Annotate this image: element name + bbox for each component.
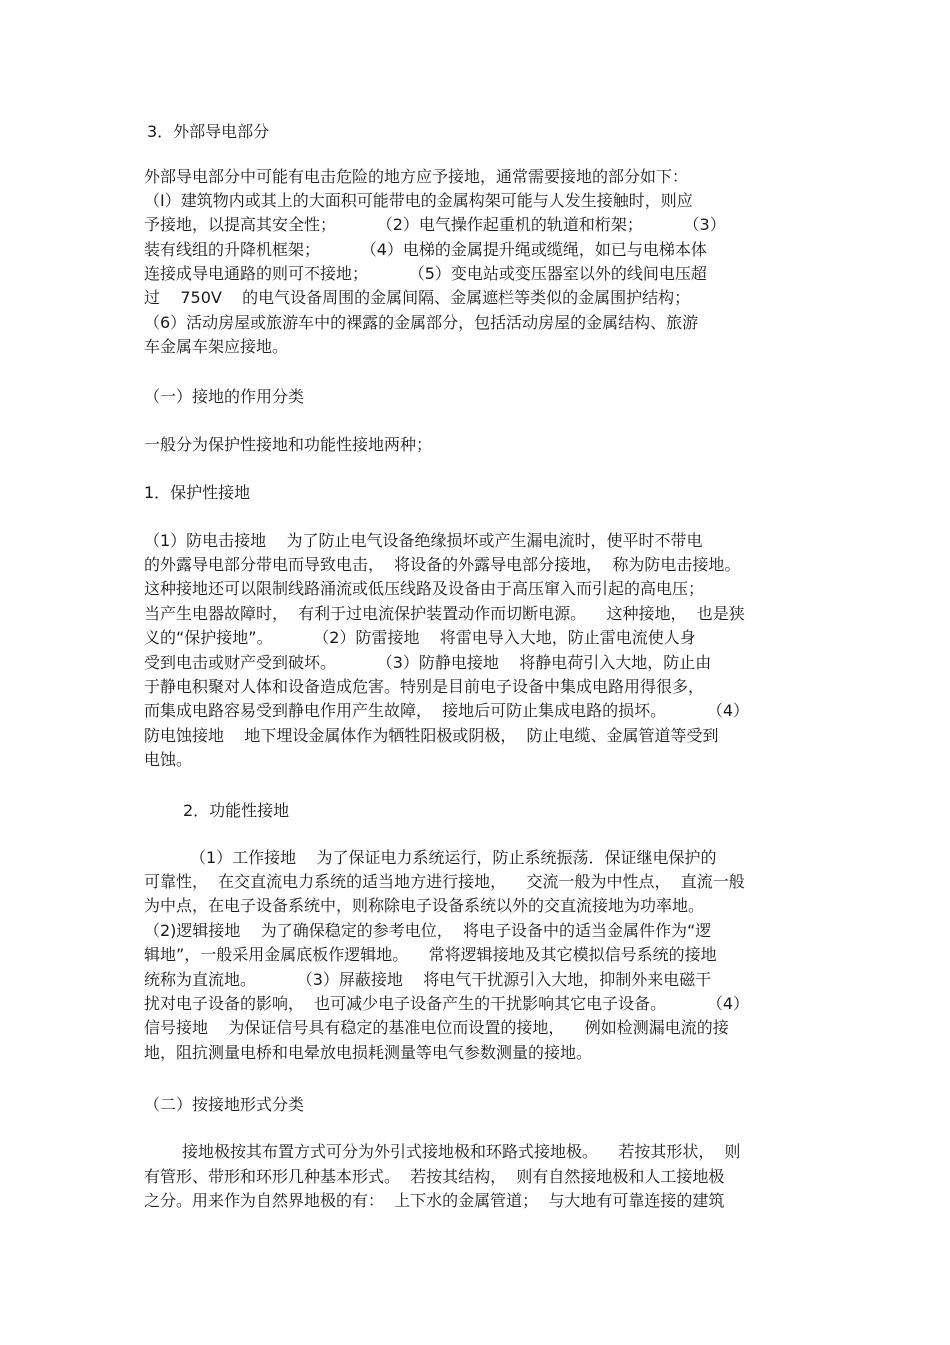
section-heading: （二）按接地形式分类: [144, 1095, 305, 1114]
paragraph-line: （1）防电击接地 为了防止电气设备绝缘损坏或产生漏电流时，使平时不带电: [144, 531, 703, 550]
paragraph-line: 这种接地还可以限制线路涌流或低压线路及设备由于高压窜入而引起的高电压；: [144, 579, 705, 598]
paragraph-line: 扰对电子设备的影响， 也可减少电子设备产生的干扰影响其它电子设备。 （4）: [144, 994, 750, 1013]
paragraph-line: 义的“保护接地”。 （2）防雷接地 将雷电导入大地，防止雷电流使人身: [144, 628, 696, 647]
paragraph-line: （1）工作接地 为了保证电力系统运行，防止系统振荡．保证继电保护的: [190, 848, 717, 867]
paragraph-line: 一般分为保护性接地和功能性接地两种；: [144, 435, 433, 454]
paragraph-line: 有管形、带形和环形几种基本形式。 若按其结构， 则有自然接地极和人工接地极: [144, 1167, 725, 1186]
paragraph-line: 为中点，在电子设备系统中，则称除电子设备系统以外的交直流接地为功率地。: [144, 896, 705, 915]
paragraph-line: 予接地，以提高其安全性； （2）电气操作起重机的轨道和桁架； （3）: [144, 215, 726, 234]
paragraph-line: 外部导电部分中可能有电击危险的地方应予接地，通常需要接地的部分如下：: [144, 167, 689, 186]
paragraph-line: 而集成电路容易受到静电作用产生故障， 接地后可防止集成电路的损坏。 （4）: [144, 701, 750, 720]
paragraph-line: 防电蚀接地 地下埋设金属体作为牺牲阳极或阴极， 防止电缆、金属管道等受到: [144, 726, 719, 745]
paragraph-line: （I）建筑物内或其上的大面积可能带电的金属构架可能与人发生接触时，则应: [144, 191, 693, 210]
paragraph-line: 装有线组的升降机框架； （4）电梯的金属提升绳或缆绳，如已与电梯本体: [144, 240, 707, 259]
paragraph-line: 过 750V 的电气设备周围的金属间隔、金属遮栏等类似的金属围护结构；: [144, 288, 691, 307]
paragraph-line: （6）活动房屋或旅游车中的裸露的金属部分，包括活动房屋的金属结构、旅游: [144, 313, 699, 332]
paragraph-line: 接地极按其布置方式可分为外引式接地极和环路式接地极。 若按其形状， 则: [182, 1142, 741, 1161]
paragraph-line: 当产生电器故障时， 有利于过电流保护装置动作而切断电源。 这种接地， 也是狭: [144, 604, 745, 623]
section-heading: 2．功能性接地: [183, 801, 290, 820]
paragraph-line: （2)逻辑接地 为了确保稳定的参考电位， 将电子设备中的适当金属件作为“逻: [144, 921, 712, 940]
paragraph-line: 地，阻抗测量电桥和电晕放电损耗测量等电气参数测量的接地。: [144, 1043, 593, 1062]
paragraph-line: 于静电积聚对人体和设备造成危害。特别是目前电子设备中集成电路用得很多，: [144, 677, 705, 696]
paragraph-line: 统称为直流地。 （3）屏蔽接地 将电气干扰源引入大地，抑制外来电磁干: [144, 970, 712, 989]
section-heading: 3．外部导电部分: [147, 122, 270, 141]
paragraph-line: 信号接地 为保证信号具有稳定的基准电位而设置的接地， 例如检测漏电流的接: [144, 1018, 729, 1037]
paragraph-line: 之分。用来作为自然界地极的有： 上下水的金属管道； 与大地有可靠连接的建筑: [144, 1191, 725, 1210]
paragraph-line: 可靠性， 在交直流电力系统的适当地方进行接地， 交流一般为中性点， 直流一般: [144, 872, 745, 891]
paragraph-line: 辑地”，一般采用金属底板作逻辑地。 常将逻辑接地及其它模拟信号系统的接地: [144, 945, 717, 964]
paragraph-line: 车金属车架应接地。: [144, 337, 289, 356]
section-heading: 1．保护性接地: [144, 483, 251, 502]
section-heading: （一）接地的作用分类: [144, 387, 305, 406]
paragraph-line: 连接成导电通路的则可不接地； （5）变电站或变压器室以外的线间电压超: [144, 264, 707, 283]
paragraph-line: 的外露导电部分带电而导致电击， 将设备的外露导电部分接地， 称为防电击接地。: [144, 555, 741, 574]
paragraph-line: 受到电击或财产受到破坏。 （3）防静电接地 将静电荷引入大地，防止由: [144, 653, 712, 672]
paragraph-line: 电蚀。: [144, 750, 193, 769]
